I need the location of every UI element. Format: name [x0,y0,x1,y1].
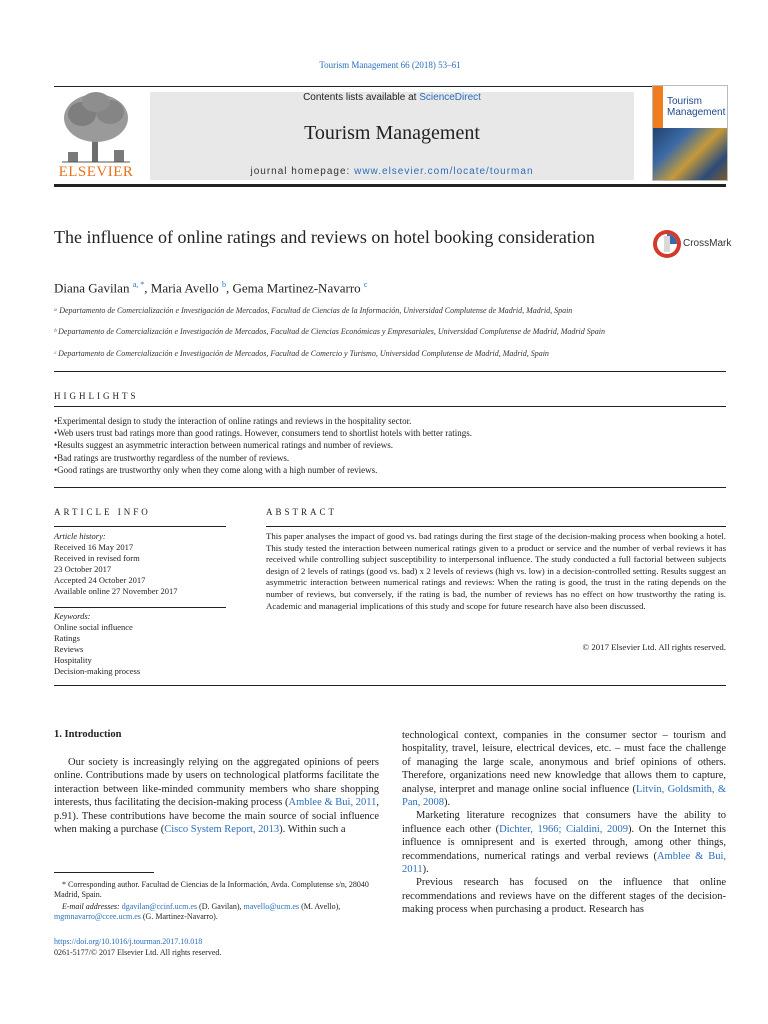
author-affiliation-mark[interactable]: a, * [132,280,145,289]
text: ). [422,864,429,876]
text: technological context, companies in the consumer sector – tourism and hospitality, travel, leisure, electrical devices, etc. – must face the challenge of managing the large scale, anonymous and brief opinions of others. Therefore, organizations need new knowledge that allows them to capture, analyse, interpret and manage online social influence ( [402,730,726,795]
text: ). Within such a [279,824,346,836]
author-name: Diana Gavilan [54,280,130,296]
journal-homepage-line [150,166,634,177]
keyword[interactable]: Hospitality [54,655,92,665]
text: ). On the Internet this influence is omnipresent and is exerted through, among other things, recommendations, numerical ratings and verbal reviews ( [402,823,726,862]
text: , p.91). These contributions have become the main source of social influence when making a purchase ( [54,797,380,836]
issn-line: 0261-5177/© 2017 Elsevier Ltd. All rights reserved. [54,948,222,957]
text: Our society is increasingly relying on the aggregated opinions of peers online. Contributions made by users on technological platforms facilitate the interaction between like-minded community members who share shopping interests, thus facilitating the decision-making process ( [54,757,379,809]
abstract-text: This paper analyses the impact of good vs. bad ratings during the first stage of the decision-making process when booking a hotel. This study tested the interaction between numerical ratings given to a product or service and the number of verbal reviews it has received while controlling subject susceptibility to interpersonal influence. The study conducted a full factorial between subjects design of 2 levels of ratings (good vs. bad) x 2 levels of reviews (high vs. low) in a decision-controlled setting. Results suggest an asymmetric interaction between numerical ratings and reviews: When the rating is good, the trust in the rating depends on the number of reviews, but conversely, if the rating is bad, the number of reviews has no effect on how trustworthy the rating is. Academic and managerial implications of this study and scope for future research have also been discussed. [266,531,726,611]
history-item: Received 16 May 2017 [54,542,134,552]
reference-link[interactable]: Dichter, 1966; Cialdini, 2009 [499,823,629,835]
highlight-item: • Bad ratings are trustworthy regardless of the number of reviews. [54,452,289,464]
crossmark-label[interactable]: CrossMark [683,238,732,249]
email-owner: (D. Gavilan), [197,902,244,911]
author-name: Gema Martinez-Navarro [232,280,361,296]
keywords-label: Keywords: [54,611,91,621]
highlights-bottom-rule [54,487,726,488]
journal-title: Tourism Management [304,122,480,144]
contents-lists-line [150,92,634,103]
email-addresses-note [54,902,379,922]
sciencedirect-link[interactable]: ScienceDirect [419,92,481,103]
cover-image [653,128,727,180]
publisher-wordmark[interactable]: ELSEVIER [58,164,134,180]
keyword[interactable]: Decision-making process [54,666,141,676]
journal-cover-thumbnail[interactable] [652,85,728,181]
cover-accent-bar [653,86,663,128]
paragraph: Previous research has focused on the influence that online recommendations and reviews have on the different stages of the decision-making process when purchasing a product. Research has [402,877,726,916]
highlight-item: • Results suggest an asymmetric interaction between numerical ratings and number of reviews. [54,439,393,451]
section-heading-introduction: 1. Introduction [54,729,122,740]
crossmark-icon[interactable] [652,228,682,260]
highlight-item: • Good ratings are trustworthy only when they come along with a high number of reviews. [54,464,377,476]
journal-banner [150,92,634,180]
affiliations-rule [54,371,726,372]
header-top-rule [54,86,726,87]
highlight-item: • Experimental design to study the interaction of online ratings and reviews in the hospitality sector. [54,415,411,427]
cover-title-line1: Tourism [667,96,703,107]
article-info-rule [54,526,226,527]
email-link[interactable]: dgavilan@ccinf.ucm.es [121,902,198,911]
keyword[interactable]: Ratings [54,633,80,643]
doi-link[interactable]: https://doi.org/10.1016/j.tourman.2017.10.018 [54,937,203,946]
cover-title [667,96,725,118]
paragraph [54,756,379,836]
footnote-rule [54,872,154,873]
abstract-copyright: © 2017 Elsevier Ltd. All rights reserved. [582,642,726,652]
author-name: Maria Avello [150,280,219,296]
journal-homepage-link[interactable]: www.elsevier.com/locate/tourman [354,166,534,177]
intro-right-column [402,729,726,917]
author-list: Diana Gavilan $^{a, *}$, Maria Avello $^b$, Gema Martinez-Navarro $^c$ [54,280,368,296]
intro-left-column [54,756,379,836]
journal-citation[interactable]: Tourism Management 66 (2018) 53–61 [319,60,461,70]
paragraph [402,809,726,876]
header-bottom-rule [54,184,726,187]
reference-link[interactable]: Cisco System Report, 2013 [164,824,280,836]
reference-link[interactable]: Litvin, Goldsmith, & Pan, 2008 [402,783,727,809]
homepage-prefix: journal homepage: [250,166,355,177]
email-link[interactable]: mavello@ucm.es [243,902,300,911]
email-owner: (G. Martinez-Navarro). [140,912,218,921]
article-info-heading: ARTICLE INFO [54,507,151,517]
highlights-rule [54,406,726,407]
abstract-rule [266,526,726,527]
reference-link[interactable]: Amblee & Bui, 2011 [288,797,377,809]
affiliation-c: ᶜ Departamento de Comercialización e Investigación de Mercados, Facultad de Comercio y Turismo, Universidad Complutense de Madrid, Madrid, Spain [54,349,549,358]
history-item: Accepted 24 October 2017 [54,575,146,585]
cover-title-line2: Management [667,107,726,118]
history-item: Received in revised form [54,553,140,563]
history-item: Available online 27 November 2017 [54,586,178,596]
email-link[interactable]: mgmnavarro@ccee.ucm.es [54,912,141,921]
affiliation-b: ᵇ Departamento de Comercialización e Investigación de Mercados, Facultad de Ciencias Económicas y Empresariales, Universidad Complutense de Madrid, Madrid Spain [54,327,605,336]
corresponding-author-note: * Corresponding author. Facultad de Ciencias de la Información, Avda. Complutense s/n, 28040 Madrid, Spain. [54,880,369,899]
author-affiliation-mark[interactable]: c [363,280,368,289]
reference-link[interactable]: Amblee & Bui, 2011 [402,850,726,876]
highlights-heading: HIGHLIGHTS [54,391,139,401]
article-title: The influence of online ratings and reviews on hotel booking consideration [54,227,595,247]
email-owner: (M. Avello), [299,902,341,911]
affiliation-a: ᵃ Departamento de Comercialización e Investigación de Mercados, Facultad de Ciencias de la Información, Universidad Complutense de Madrid, Madrid, Spain [54,306,573,315]
article-history-label: Article history: [54,531,106,541]
contents-prefix: Contents lists available at [303,92,420,103]
highlight-item: • Web users trust bad ratings more than good ratings. However, consumers tend to shortlist hotels with better ratings. [54,427,472,439]
history-item: 23 October 2017 [54,564,112,574]
keyword[interactable]: Reviews [54,644,84,654]
abstract-heading: ABSTRACT [266,507,338,517]
paragraph [402,729,726,809]
text: ). [444,797,451,809]
email-label: E-mail addresses: [62,902,120,911]
keywords-rule [54,607,226,608]
text: Marketing literature recognizes that consumers have the ability to influence each other ( [402,810,726,835]
keyword[interactable]: Online social influence [54,622,133,632]
abstract-bottom-rule [54,685,726,686]
author-affiliation-mark[interactable]: b [222,280,227,289]
